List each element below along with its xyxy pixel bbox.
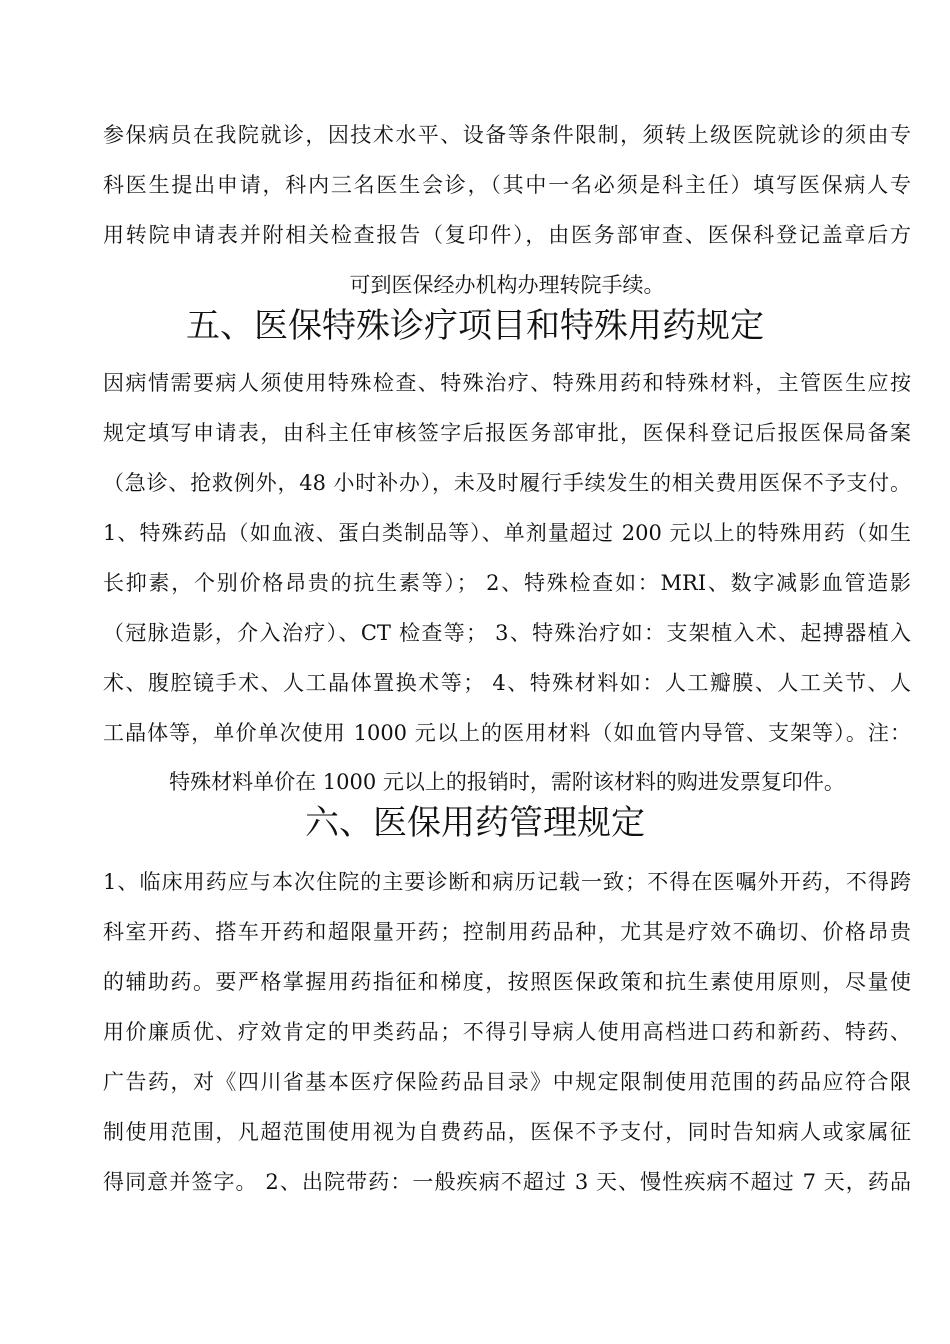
section4-line-1: 参保病员在我院就诊，因技术水平、设备等条件限制，须转上级医院就诊的须由专 (103, 123, 911, 147)
section5-line-8: 工晶体等，单价单次使用 1000 元以上的医用材料（如血管内导管、支架等）。注： (103, 721, 911, 745)
section5-line-6: （冠脉造影，介入治疗）、CT 检查等； 3、特殊治疗如：支架植入术、起搏器植入 (103, 621, 911, 645)
section5-heading: 五、医保特殊诊疗项目和特殊用药规定 (186, 306, 764, 346)
section6-line-3: 的辅助药。要严格掌握用药指征和梯度，按照医保政策和抗生素使用原则，尽量使 (103, 970, 911, 994)
section4-line-4: 可到医保经办机构办理转院手续。 (349, 273, 665, 297)
section6-line-6: 制使用范围，凡超范围使用视为自费药品，医保不予支付，同时告知病人或家属征 (103, 1120, 911, 1144)
section6-line-4: 用价廉质优、疗效肯定的甲类药品；不得引导病人使用高档进口药和新药、特药、 (103, 1020, 911, 1044)
section6-line-7: 得同意并签字。 2、出院带药：一般疾病不超过 3 天、慢性疾病不超过 7 天，药品 (103, 1170, 911, 1194)
section5-line-2: 规定填写申请表，由科主任审核签字后报医务部审批，医保科登记后报医保局备案 (103, 421, 911, 445)
section4-line-3: 用转院申请表并附相关检查报告（复印件），由医务部审查、医保科登记盖章后方 (103, 223, 911, 247)
section6-line-1: 1、临床用药应与本次住院的主要诊断和病历记载一致；不得在医嘱外开药，不得跨 (103, 870, 911, 894)
section5-line-9: 特殊材料单价在 1000 元以上的报销时，需附该材料的购进发票复印件。 (169, 770, 845, 794)
section4-line-2: 科医生提出申请，科内三名医生会诊，（其中一名必须是科主任）填写医保病人专 (103, 173, 911, 197)
section5-line-7: 术、腹腔镜手术、人工晶体置换术等； 4、特殊材料如：人工瓣膜、人工关节、人 (103, 671, 911, 695)
section6-line-5: 广告药，对《四川省基本医疗保险药品目录》中规定限制使用范围的药品应符合限 (103, 1070, 911, 1094)
section5-line-1: 因病情需要病人须使用特殊检查、特殊治疗、特殊用药和特殊材料，主管医生应按 (103, 371, 911, 395)
section5-line-3: （急诊、抢救例外，48 小时补办），未及时履行手续发生的相关费用医保不予支付。 (103, 471, 911, 495)
section5-line-4: 1、特殊药品（如血液、蛋白类制品等）、单剂量超过 200 元以上的特殊用药（如生 (103, 521, 911, 545)
section6-line-2: 科室开药、搭车开药和超限量开药；控制用药品种，尤其是疗效不确切、价格昂贵 (103, 920, 911, 944)
section6-heading: 六、医保用药管理规定 (305, 803, 645, 843)
section5-line-5: 长抑素，个别价格昂贵的抗生素等）； 2、特殊检查如：MRI、数字减影血管造影 (103, 571, 911, 595)
